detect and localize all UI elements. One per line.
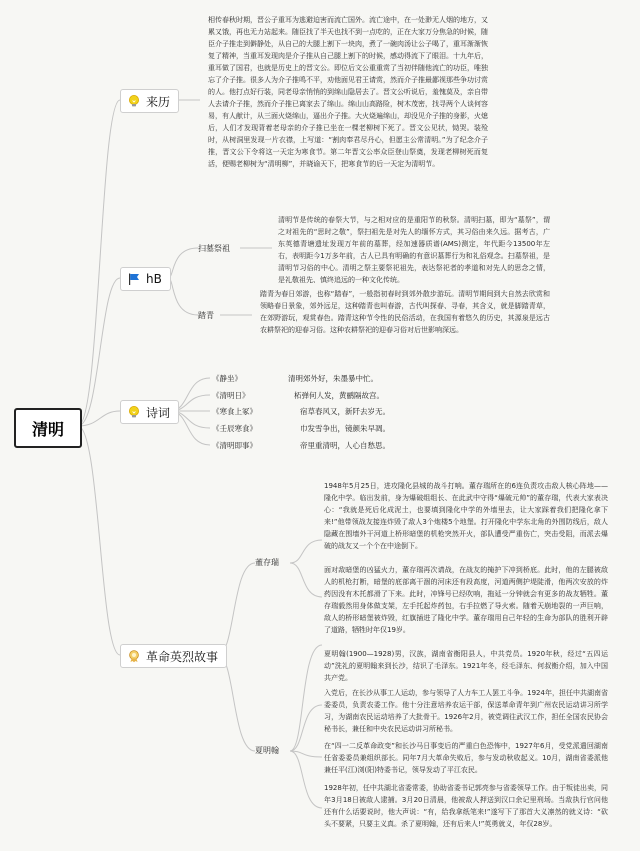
root-topic[interactable] [14,408,82,448]
lightbulb-icon [127,405,141,419]
branch-heroes[interactable] [120,644,227,668]
poem-line: 巾发雪争出，镜颜朱早凋。 [300,424,390,433]
branch-origin-label: 来历 [146,94,171,109]
poem-title[interactable]: 《寒食上冢》 [212,407,257,416]
poem-title[interactable]: 《静坐》 [212,374,242,383]
hero-paragraph: 面对敌暗堡的凶猛火力，董存瑞再次请战，在战友的掩护下冲到桥底。此时，他的左腿被敌人的机枪打断，暗堡的底部离干涸的河床还有段高度，河道两侧护堤陡滑，他两次安放的炸药因没有木托都滑了下来。此时，冲锋号已经吹响，拖延一分钟就会有更多的战友牺牲。董存瑞毅然用身体做支架，左手托起炸药包，右手拉燃了导火索。随着天崩地裂的一声巨响，敌人的桥形暗堡被炸毁，红旗插进了隆化中学。董存瑞用自己年轻的生命为部队的胜利开辟了道路，牺牲时年仅19岁。 [324,566,608,634]
hero-paragraph: 在“四一二反革命政变”和长沙马日事变后的严重白色恐怖中，1927年6月，受党派遣回湖南任省委委员兼组织部长。同年7月大革命失败后，参与发动秋收起义。10月，湖南省委派他兼任平(江)浏(阳)特委书记，领导发动了平江农民。 [324,742,608,774]
hero-paragraph: 1928年初，任中共湖北省委常委，协助省委书记郭亮参与省委领导工作。由于叛徒出卖，同年3月18日被敌人逮捕。3月20日清晨，他被敌人押送到汉口余记里刑场。当敌执行官问他还有什么话要说时，他大声说：“有，给我拿纸笔来!”遂写下了那首大义凛然的就义诗：“砍头不要紧，只要主义真。杀了夏明翰，还有后来人!”英勇就义，年仅28岁。 [324,784,608,828]
poem-title[interactable]: 《壬辰寒食》 [212,424,257,433]
branch-custom[interactable] [120,267,171,291]
hero-name[interactable]: 董存瑞 [255,558,279,567]
lightbulb-icon [127,94,141,108]
branch-poems[interactable] [120,400,179,424]
branch-poems-label: 诗词 [146,405,171,420]
poem-line: 清明郊外好，朱墨暴中忙。 [288,374,378,383]
custom-item-label[interactable]: 踏青 [198,311,214,320]
branch-heroes-label: 革命英烈故事 [146,649,219,664]
custom-item-label[interactable]: 扫墓祭祖 [198,244,230,253]
branch-custom-label: hB [146,272,162,286]
flag-icon [127,272,141,286]
root-label: 清明 [31,419,64,439]
hero-paragraph: 1948年5月25日，进攻隆化县城的战斗打响。董存瑞所在的6连负责攻击敌人核心阵地——隆化中学。临出发前，身为爆破组组长、在此武中守得“爆破元帅”的董存瑞，代表大家表决心：“我就是死后化成泥土，也要填到隆化中学的外墙里去，让大家踩着我们把隆化拿下来!”他带领战友接连炸毁了敌人3个炮楼5个地堡。打开隆化中学东北角的外围防线后，敌人隐藏在围墙外干河道上桥形暗堡的机枪突然开火，部队遭受严重伤亡，突击受阻，而派去爆破的战友又一个个在中途倒下。 [324,482,608,550]
origin-text: 相传春秋时期，晋公子重耳为逃避迫害而流亡国外。流亡途中，在一处渺无人烟的地方，又累又饿，再也无力站起来。随臣找了半天也找不到一点吃的，正在大家万分焦急的时候，随臣介子推走到僻静处，从自己的大腿上割下一块肉，煮了一碗肉汤让公子喝了，重耳渐渐恢复了精神，当重耳发现肉是介子推从自己腿上割下的时候，感动得流下了眼泪。十九年后，重耳做了国君，也就是历史上的晋文公。即位后文公重重赏了当初伴随他流亡的功臣，唯独忘了介子推。很多人为介子推鸣不平，劝他面见君王请赏，然而介子推最鄙视那些争功讨赏的人。他打点好行装，同老母亲悄悄的到绵山隐居去了。晋文公听说后，羞愧莫及，亲自带人去请介子推，然而介子推已离家去了绵山。绵山山高路险，树木茂密，找寻两个人谈何容易，有人献计，从三面火烧绵山，逼出介子推。大火烧遍绵山，却没见介子推的身影，火熄后，人们才发现背着老母亲的介子推已坐在一棵老柳树下死了。晋文公见状，恸哭。装殓时，从树洞里发现一片衣襟，上写道：“割肉奉君尽丹心，但愿主公常清明。”为了纪念介子推，晋文公下令将这一天定为寒食节。第二年晋文公率众臣登山祭奠，发现老柳树死而复活，便赐老柳树为“清明柳”，并晓谕天下，把寒食节的后一天定为清明节。 [208,16,488,168]
branch-origin[interactable] [120,89,179,113]
poem-line: 柘弹何人发，黄鹂隔故宫。 [294,391,384,400]
poem-line: 帝里重清明，人心自愁思。 [300,441,390,450]
hero-paragraph: 夏明翰(1900—1928)男，汉族，湖南省衡阳县人，中共党员。1920年秋，经过“五四运动”洗礼的夏明翰来到长沙，结识了毛泽东。1921年冬，经毛泽东、何叔衡介绍，加入中国共产党。 [324,650,608,682]
poem-title[interactable]: 《清明日》 [212,391,250,400]
hero-paragraph: 入党后，在长沙从事工人运动，参与领导了人力车工人罢工斗争。1924年，担任中共湖南省委委员，负责农委工作。他十分注意培养农运干部，保送革命青年到广州农民运动讲习所学习，为湖南农民运动培养了大批骨干。1926年2月，被党调往武汉工作，担任全国农民协会秘书长，兼任和中央农民运动讲习所秘书。 [324,689,608,733]
custom-item-text: 清明节是传统的春祭大节，与之相对应的是重阳节的秋祭。清明扫墓，即为“墓祭”，谓之对祖先的“思时之敬”，祭扫祖先是对先人的缅怀方式，其习俗由来久远。据考古，广东英德青塘遗址发现万年前的墓葬，经加速器质谱(AMS)测定，年代距今13500年左右，表明距今1万多年前，古人已具有明确的有意识墓葬行为和礼俗观念。扫墓祭祖，是清明节习俗的中心。清明之祭主要祭祀祖先，表达祭祀者的孝道和对先人的思念之情，是礼敬祖先、慎终追远的一种文化传统。 [278,216,550,284]
poem-line: 宿草春风又，新阡去岁无。 [300,407,390,416]
poem-title[interactable]: 《清明即事》 [212,441,257,450]
hero-name[interactable]: 夏明翰 [255,746,279,755]
badge-icon [127,649,141,663]
custom-item-text: 踏青为春日郊游，也称“踏春”，一般指初春时到郊外散步游玩。清明节期间到大自然去欣赏和领略春日景象，郊外远足，这种踏青也叫春游，古代叫探春、寻春，其含义，就是脚踏青草，在郊野游玩，观赏春色。踏青这种节令性的民俗活动，在我国有着悠久的历史，其源泉是远古农耕祭祀的迎春习俗。这种农耕祭祀的迎春习俗对后世影响深远。 [260,290,550,334]
